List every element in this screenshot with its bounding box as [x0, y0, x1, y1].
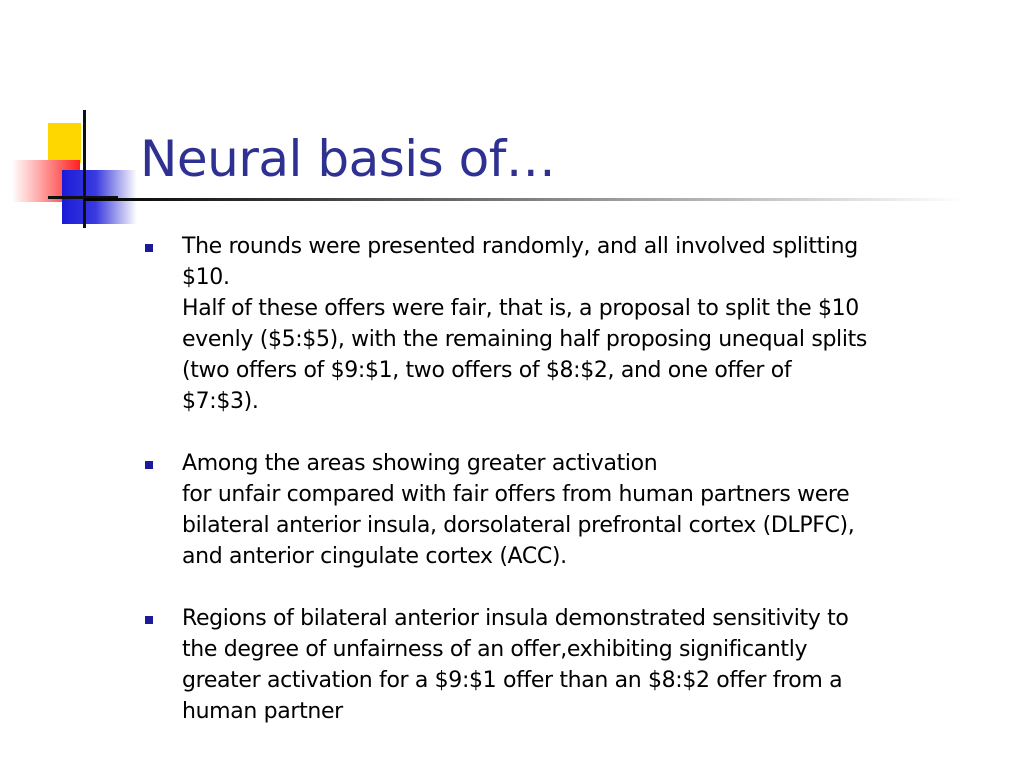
bullet-text: [182, 448, 1000, 572]
corner-squares-logo-icon: [0, 0, 140, 240]
bullet-line: (two offers of $9:$1, two offers of $8:$2, and one offer of: [182, 358, 792, 383]
bullet-item: [140, 603, 1000, 727]
square-bullet-icon: [145, 616, 153, 624]
bullet-line: $7:$3).: [182, 389, 259, 414]
bullet-line: the degree of unfairness of an offer,exhibiting significantly: [182, 637, 808, 662]
bullet-text: [182, 231, 1000, 417]
bullet-line: The rounds were presented randomly, and all involved splitting: [182, 234, 858, 259]
bullet-line: bilateral anterior insula, dorsolateral prefrontal cortex (DLPFC),: [182, 513, 855, 538]
bullet-line: Half of these offers were fair, that is, a proposal to split the $10: [182, 296, 859, 321]
bullet-item: [140, 231, 1000, 417]
bullet-line: for unfair compared with fair offers from human partners were: [182, 482, 850, 507]
title-divider: [84, 198, 964, 201]
bullet-line: evenly ($5:$5), with the remaining half proposing unequal splits: [182, 327, 867, 352]
bullet-line: and anterior cingulate cortex (ACC).: [182, 544, 567, 569]
logo-yellow-square: [48, 123, 81, 163]
bullet-line: Regions of bilateral anterior insula demonstrated sensitivity to: [182, 606, 849, 631]
bullet-list: [140, 231, 1000, 758]
bullet-line: $10.: [182, 265, 230, 290]
square-bullet-icon: [145, 244, 153, 252]
bullet-line: Among the areas showing greater activation: [182, 451, 658, 476]
slide-title: Neural basis of…: [140, 130, 556, 188]
bullet-text: [182, 603, 1000, 727]
bullet-line: human partner: [182, 699, 343, 724]
square-bullet-icon: [145, 461, 153, 469]
bullet-line: greater activation for a $9:$1 offer than an $8:$2 offer from a: [182, 668, 843, 693]
bullet-item: [140, 448, 1000, 572]
logo-vertical-line: [83, 110, 86, 228]
